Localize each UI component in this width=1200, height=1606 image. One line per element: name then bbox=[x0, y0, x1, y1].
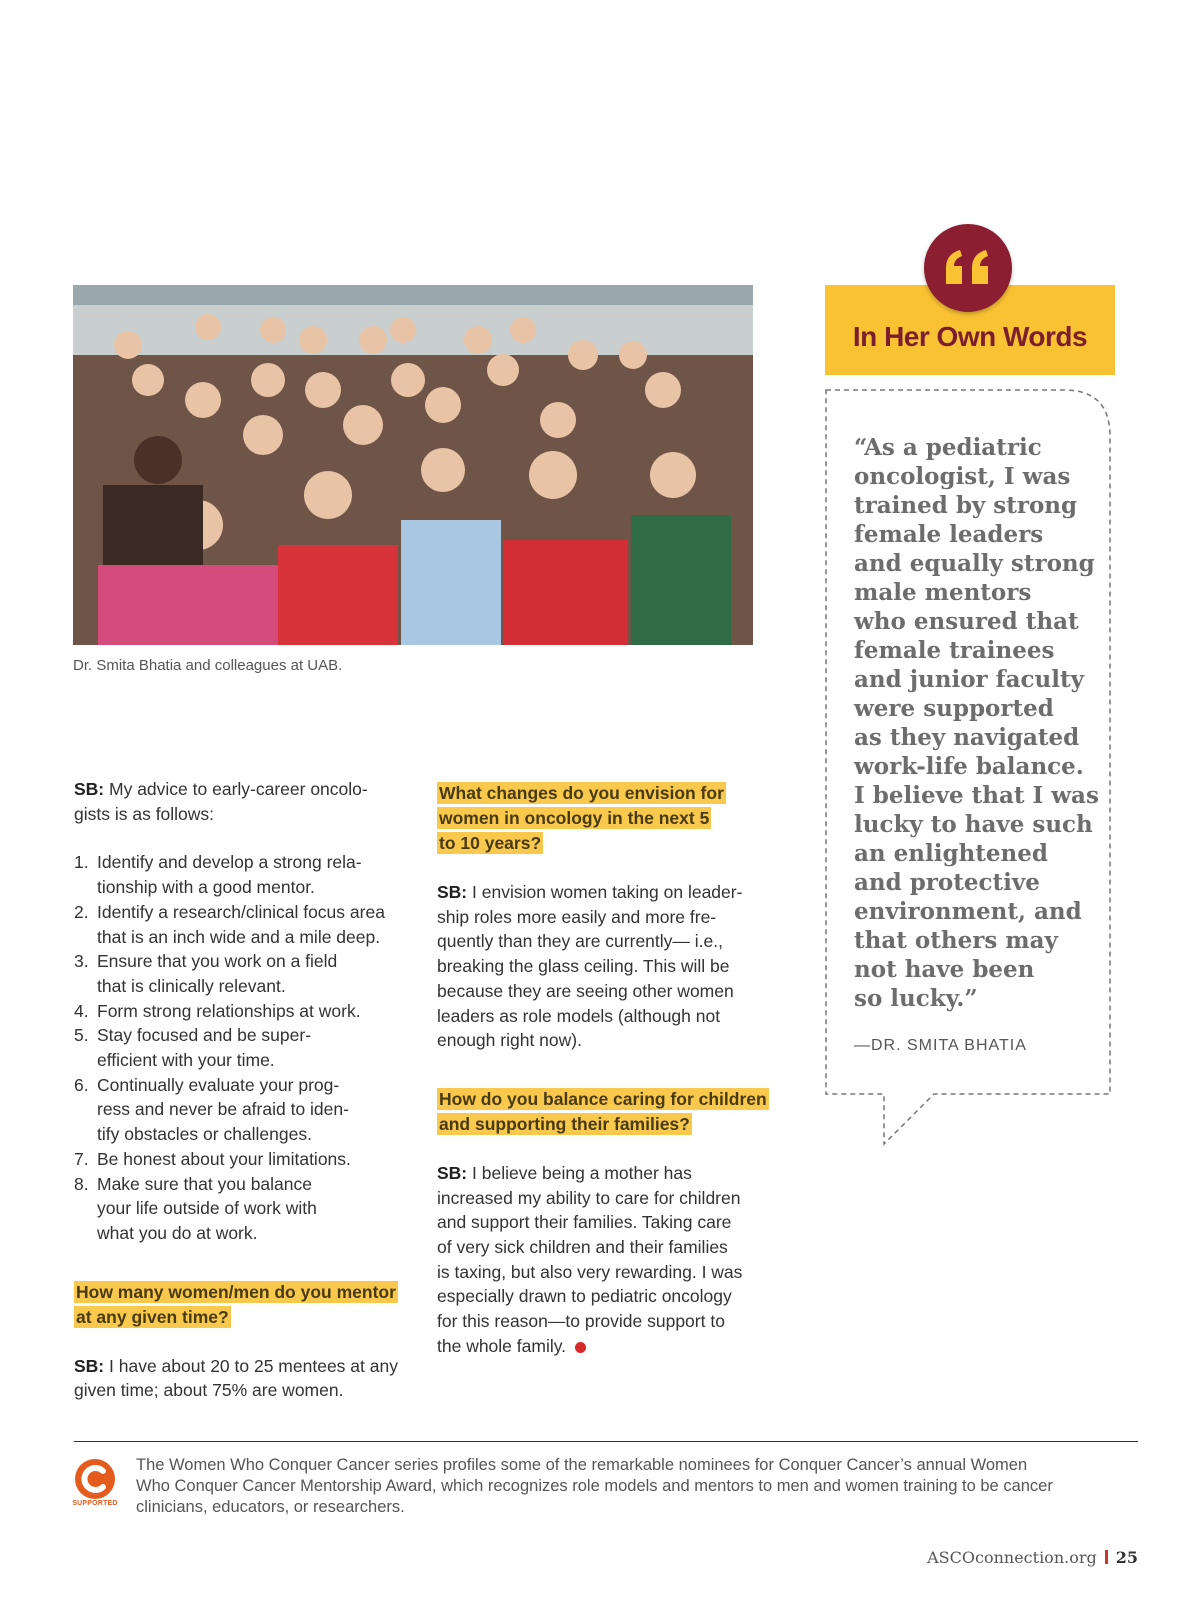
list-item: 2. Identify a research/clinical focus area that is an inch wide and a mile deep. bbox=[74, 901, 385, 947]
quote-author: —DR. SMITA BHATIA bbox=[854, 1037, 1027, 1054]
answer-balance: SB: I believe being a mother has increased my ability to care for children and support their families. Taking care of very sick children and their families is taxing, but also very rewarding. I was especially drawn to pediatric oncology for this reason—to provide support to the whole family. bbox=[437, 1162, 743, 1356]
footer-divider bbox=[74, 1441, 1138, 1442]
question-balance bbox=[437, 1087, 772, 1137]
list-item: 8. Make sure that you balance your life outside of work with what you do at work. bbox=[74, 1173, 317, 1243]
quote-title: In Her Own Words bbox=[852, 321, 1088, 352]
pull-quote: “As a pediatric oncologist, I was trained by strong female leaders and equally strong male mentors who ensured that female trainees and junior faculty were supported as they navigated work-life balance. I believe that I was lucky to have such an enlightened and protective environment, and that others may not have been so lucky.” bbox=[854, 434, 1099, 1012]
speaker-label: SB: bbox=[437, 882, 468, 902]
speaker-label: SB: bbox=[74, 1355, 105, 1376]
advice-intro-line: My advice to early-career oncolo- bbox=[104, 779, 368, 799]
question-highlight: women in oncology in the next 5 bbox=[439, 808, 710, 828]
speaker-label: SB: bbox=[74, 779, 105, 799]
answer-mentees: SB: I have about 20 to 25 mentees at any given time; about 75% are women. bbox=[74, 1355, 398, 1401]
list-item: 3. Ensure that you work on a field that is clinically relevant. bbox=[74, 951, 338, 996]
photo-caption: Dr. Smita Bhatia and colleagues at UAB. bbox=[73, 657, 343, 674]
list-item: 4. Form strong relationships at work. bbox=[74, 1000, 361, 1021]
question-mentees bbox=[74, 1280, 414, 1330]
group-photo bbox=[73, 285, 753, 645]
group-photo-illustration bbox=[73, 285, 753, 645]
conquer-cancer-badge bbox=[73, 1458, 117, 1510]
question-highlight: What changes do you envision for bbox=[439, 783, 724, 803]
series-description: The Women Who Conquer Cancer series profiles some of the remarkable nominees for Conquer Cancer’s annual Women Who Conquer Cancer Mentorship Award, which recognizes role models and mentors to men and women training to be cancer clinicians, educators, or researchers. bbox=[136, 1456, 1053, 1516]
question-highlight: at any given time? bbox=[76, 1306, 229, 1327]
advice-intro bbox=[74, 777, 414, 826]
question-highlight: and supporting their families? bbox=[439, 1113, 690, 1134]
article-column-left bbox=[74, 777, 414, 1403]
list-item: 7. Be honest about your limitations. bbox=[74, 1148, 351, 1169]
quote-mark-icon bbox=[924, 224, 1012, 312]
question-highlight: to 10 years? bbox=[439, 833, 542, 853]
advice-intro-line: gists is as follows: bbox=[74, 803, 215, 824]
end-mark-icon bbox=[575, 1342, 586, 1353]
question-highlight: How many women/men do you mentor bbox=[76, 1281, 396, 1302]
advice-list bbox=[74, 850, 414, 1245]
footer-separator bbox=[1105, 1550, 1108, 1564]
question-highlight: How do you balance caring for children bbox=[439, 1088, 767, 1109]
badge-label: SUPPORTED bbox=[72, 1500, 118, 1507]
list-item: 6. Continually evaluate your prog- ress and never be afraid to iden- tify obstacles or challenges. bbox=[74, 1074, 349, 1145]
answer-future-changes: SB: I envision women taking on leader- ship roles more easily and more fre- quently than they are currently— i.e., breaking the glass ceiling. This will be because they are seeing other women leaders as role models (although not enough right now). bbox=[437, 882, 743, 1051]
speaker-label: SB: bbox=[437, 1162, 468, 1183]
list-item: 1. Identify and develop a strong rela- tionship with a good mentor. bbox=[74, 852, 362, 898]
page-number: 25 bbox=[1115, 1548, 1138, 1567]
list-item: 5. Stay focused and be super- efficient with your time. bbox=[74, 1025, 312, 1071]
question-future-changes bbox=[437, 781, 772, 856]
page-footer bbox=[927, 1548, 1138, 1567]
conquer-cancer-logo-icon bbox=[73, 1458, 117, 1500]
site-name: ASCOconnection.org bbox=[927, 1548, 1097, 1567]
quote-mark-glyph bbox=[924, 224, 1012, 312]
article-column-middle bbox=[437, 781, 772, 1359]
